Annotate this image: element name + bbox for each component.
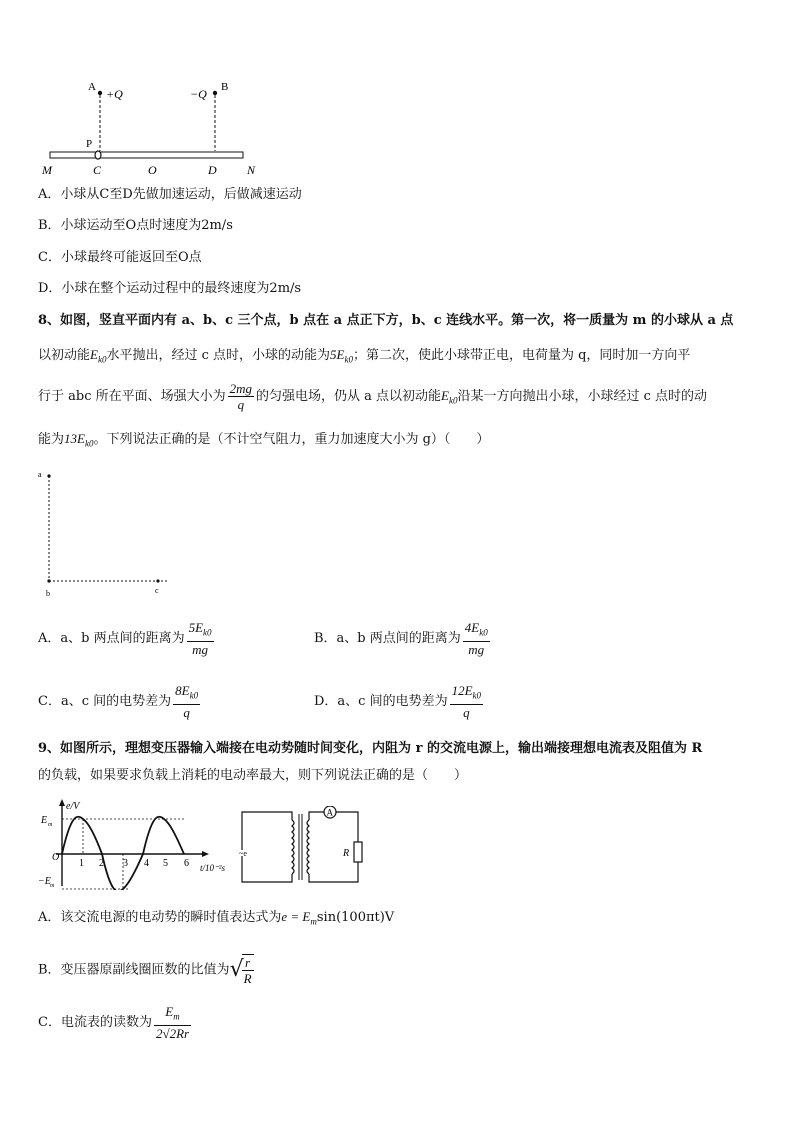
sqrt-symbol: √ [229, 957, 244, 982]
graph-tick-5: 5 [163, 858, 168, 869]
q7-option-d: D．小球在整个运动过程中的最终速度为2m/s [38, 281, 302, 296]
figure-charges-rod [40, 74, 270, 184]
charge-a-point [98, 91, 102, 95]
resistor-label: R [343, 848, 350, 859]
charge-b-point [213, 91, 217, 95]
graph-xlabel: t/10⁻²s [200, 863, 225, 873]
q9-option-a: A．该交流电源的电动势的瞬时值表达式为$e = E_m\sin(100\pi t)V$ [38, 909, 395, 927]
figure-abc [36, 466, 176, 602]
secondary-coil [307, 820, 309, 874]
q9-line-2: 的负载，如果要求负载上消耗的电动率最大，则下列说法正确的是（ ） [38, 768, 468, 783]
field-fraction: $\frac{2mg}{q}$ [229, 381, 253, 412]
label-point-c: c [155, 586, 159, 595]
q8-line-3: 行于 abc 所在平面、场强大小为 $\frac{2mg}{q}$ 的匀强电场，仍从 a 点以初动能$E_{k0}$沿某一方向抛出小球，小球经过 c 点时的动 [38, 381, 708, 412]
figure-emf-graph [38, 798, 238, 890]
secondary-loop [309, 812, 358, 882]
primary-loop [242, 812, 292, 882]
ammeter-label: A [326, 807, 333, 818]
ek0-symbol: $E_{k0}$ [90, 347, 107, 365]
q7-option-a: A．小球从C至D先做加速运动，后做减速运动 [38, 187, 302, 202]
graph-tick-4: 4 [144, 858, 149, 869]
label-point-b: b [46, 589, 50, 598]
thirteen-ek0: $13E_{k0}$ [64, 431, 94, 449]
label-n: N [247, 163, 256, 177]
label-a: A [88, 81, 96, 93]
point-a [47, 474, 50, 477]
q8-line-2: 以初动能$E_{k0}$水平抛出，经过 c 点时，小球的动能为$5E_{k0}$；第二次，使此小球带正电，电荷量为 q，同时加一方向平 [38, 347, 691, 365]
label-m: M [42, 163, 52, 177]
label-p: P [86, 138, 93, 150]
graph-origin: O [52, 852, 60, 863]
q8-option-c: C．a、c 间的电势差为 $\frac{8E_{k0}}{q}$ [38, 683, 199, 720]
label-o: O [148, 163, 157, 177]
label-minus-q: −Q [190, 87, 207, 101]
q8-option-a: A．a、b 两点间的距离为 $\frac{5E_{k0}}{mg}$ [38, 620, 212, 657]
primary-coil [292, 820, 294, 874]
label-point-a: a [38, 470, 42, 479]
graph-tick-3: 3 [123, 858, 128, 869]
q8-option-d: D．a、c 间的电势差为 $\frac{12E_{k0}}{q}$ [314, 683, 482, 720]
resistor-r [354, 842, 362, 862]
q9-line-1: 9、如图所示，理想变压器输入端接在电动势随时间变化，内阻为 r 的交流电源上，输出端接理想电流表及阻值为 R [38, 741, 703, 756]
q8-line-4: 能为$13E_{k0}$。下列说法正确的是（不计空气阻力，重力加速度大小为 g）（ ） [38, 431, 490, 449]
q7-option-c: C．小球最终可能返回至O点 [38, 250, 202, 265]
point-b [47, 579, 50, 582]
graph-tick-6: 6 [184, 858, 189, 869]
svg-text:m: m [50, 883, 55, 889]
q8-line-1: 8、如图，竖直平面内有 a、b、c 三个点，b 点在 a 点正下方，b、c 连线水平。第一次，将一质量为 m 的小球从 a 点 [38, 313, 734, 328]
five-ek0: $5E_{k0}$ [330, 347, 353, 365]
graph-em-label: E [41, 815, 48, 826]
q8-option-b: B．a、b 两点间的距离为 $\frac{4E_{k0}}{mg}$ [314, 620, 488, 657]
point-c [156, 579, 159, 582]
graph-ylabel: e/V [66, 801, 80, 812]
ball-p [95, 151, 101, 159]
graph-tick-2: 2 [99, 858, 104, 869]
graph-tick-1: 1 [79, 858, 84, 869]
label-d: D [208, 163, 217, 177]
q9-option-c: C．电流表的读数为 $\frac{E_m}{2√2Rr}$ [38, 1004, 190, 1041]
q7-option-b: B．小球运动至O点时速度为2m/s [38, 218, 233, 233]
rod-mn [50, 152, 243, 158]
label-c: C [93, 163, 102, 177]
source-label: ~e [239, 849, 247, 858]
q9-option-b: B．变压器原副线圈匝数的比值为√ $\frac{r}{R}$ [38, 955, 252, 986]
label-plus-q: +Q [106, 87, 123, 101]
label-b: B [221, 81, 229, 93]
svg-text:m: m [48, 822, 53, 828]
graph-neg-em-label: −E [38, 876, 51, 887]
figure-transformer-circuit [238, 806, 378, 888]
